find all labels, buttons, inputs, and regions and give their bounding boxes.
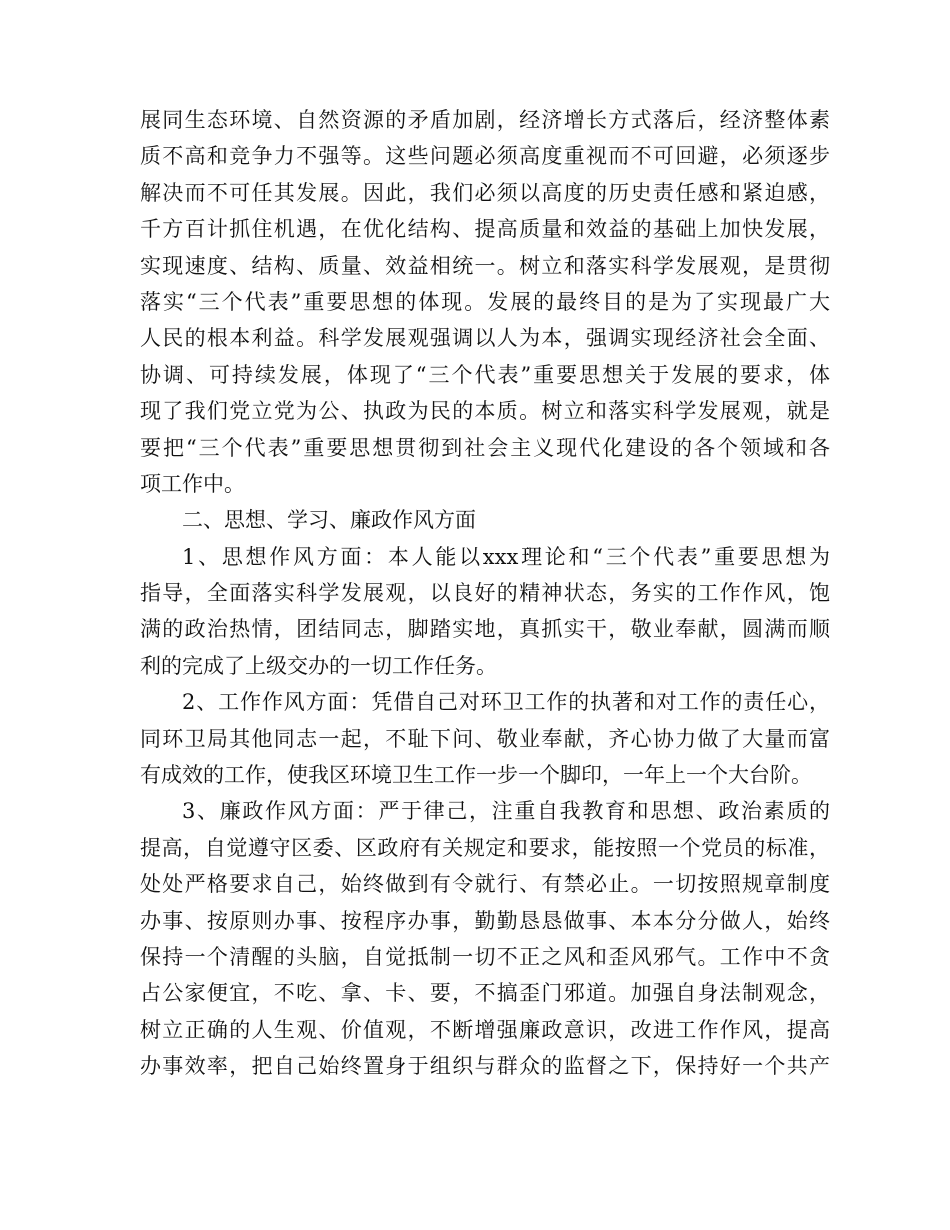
text-line: 现了我们党立党为公、执政为民的本质。树立和落实科学发展观，就是 [140, 399, 830, 424]
document-body [140, 102, 830, 1085]
text-line: 解决而不可任其发展。因此，我们必须以高度的历史责任感和紧迫感， [140, 180, 830, 205]
text-line: 千方百计抓住机遇，在优化结构、提高质量和效益的基础上加快发展， [140, 217, 830, 242]
text-line: 有成效的工作，使我区环境卫生工作一步一个脚印，一年上一个大台阶。 [140, 763, 812, 788]
text-line: 树立正确的人生观、价值观，不断增强廉政意识，改进工作作风，提高 [140, 1017, 830, 1042]
text-line: 人民的根本利益。科学发展观强调以人为本，强调实现经济社会全面、 [140, 326, 830, 351]
text-line: 项工作中。 [140, 471, 245, 496]
text-line: 利的完成了上级交办的一切工作任务。 [140, 653, 497, 678]
section-heading: 二、思想、学习、廉政作风方面 [182, 508, 476, 533]
text-line: 指导，全面落实科学发展观，以良好的精神状态，务实的工作作风，饱 [140, 581, 830, 606]
text-line: 要把“三个代表”重要思想贯彻到社会主义现代化建设的各个领域和各 [140, 435, 830, 460]
text-line: 实现速度、结构、质量、效益相统一。树立和落实科学发展观，是贯彻 [140, 253, 830, 278]
text-line: 2、工作作风方面：凭借自己对环卫工作的执著和对工作的责任心， [182, 690, 830, 715]
text-line: 满的政治热情，团结同志，脚踏实地，真抓实干，敬业奉献，圆满而顺 [140, 617, 830, 642]
text-line: 办事效率，把自己始终置身于组织与群众的监督之下，保持好一个共产 [140, 1054, 830, 1079]
text-line: 质不高和竞争力不强等。这些问题必须高度重视而不可回避，必须逐步 [140, 144, 830, 169]
text-line: 展同生态环境、自然资源的矛盾加剧，经济增长方式落后，经济整体素 [140, 108, 830, 132]
text-line: 办事、按原则办事、按程序办事，勤勤恳恳做事、本本分分做人，始终 [140, 908, 830, 933]
text-line: 1、思想作风方面：本人能以xxx理论和“三个代表”重要思想为 [182, 544, 830, 569]
text-line: 协调、可持续发展，体现了“三个代表”重要思想关于发展的要求，体 [140, 362, 830, 387]
text-line: 提高，自觉遵守区委、区政府有关规定和要求，能按照一个党员的标准， [140, 835, 830, 860]
text-line: 同环卫局其他同志一起，不耻下问、敬业奉献，齐心协力做了大量而富 [140, 726, 830, 751]
text-line: 处处严格要求自己，始终做到有令就行、有禁必止。一切按照规章制度 [140, 872, 830, 897]
text-line: 保持一个清醒的头脑，自觉抵制一切不正之风和歪风邪气。工作中不贪 [140, 944, 830, 969]
text-line: 3、廉政作风方面：严于律己，注重自我教育和思想、政治素质的 [182, 799, 830, 824]
text-line: 占公家便宜，不吃、拿、卡、要，不搞歪门邪道。加强自身法制观念， [140, 981, 830, 1006]
text-line: 落实“三个代表”重要思想的体现。发展的最终目的是为了实现最广大 [140, 289, 830, 314]
